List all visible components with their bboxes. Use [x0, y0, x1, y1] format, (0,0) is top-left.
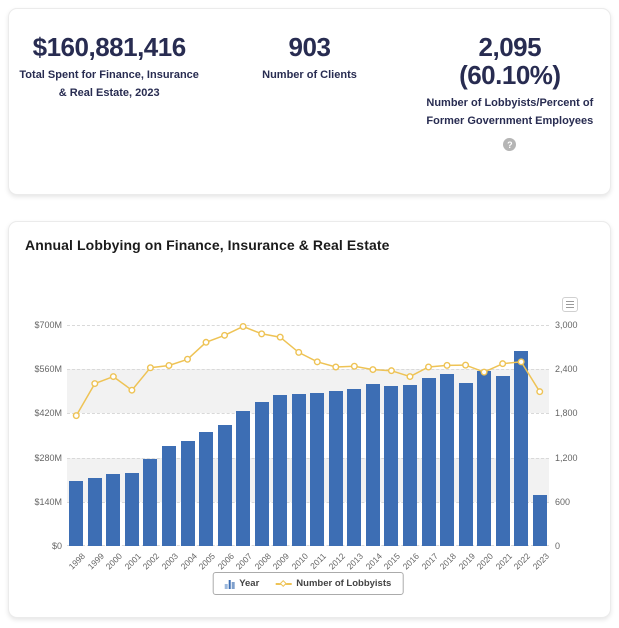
left-axis-tick: $420M [34, 408, 62, 419]
stat-total-spent [9, 33, 209, 153]
right-axis-tick: 1,200 [555, 452, 578, 463]
line-marker-2013[interactable] [352, 363, 358, 369]
x-axis-label-2018: 2018 [437, 551, 459, 572]
chart-title: Annual Lobbying on Finance, Insurance & Real Estate [25, 237, 390, 253]
line-marker-2004[interactable] [185, 356, 191, 362]
left-axis-tick: $140M [34, 496, 62, 507]
lobbyists-label: Number of Lobbyists/Percent of Former Government Employees [426, 97, 594, 127]
x-axis-label-2015: 2015 [382, 551, 403, 572]
line-series-icon [275, 579, 291, 589]
x-axis-label-2007: 2007 [233, 551, 255, 572]
chart-plot-area [67, 325, 549, 546]
right-axis-tick: 1,800 [555, 408, 578, 419]
line-marker-2014[interactable] [370, 367, 376, 373]
line-marker-2002[interactable] [148, 365, 154, 371]
x-axis-label-1998: 1998 [66, 551, 88, 572]
line-marker-2021[interactable] [500, 361, 506, 367]
line-path [76, 327, 539, 416]
line-marker-2015[interactable] [389, 368, 395, 374]
clients-value: 903 [288, 32, 331, 62]
x-axis-label-2006: 2006 [215, 551, 236, 572]
x-axis-label-1999: 1999 [85, 551, 106, 572]
x-axis-label-2013: 2013 [344, 551, 366, 572]
x-axis-label-2021: 2021 [493, 551, 514, 572]
x-axis-label-2000: 2000 [103, 551, 125, 572]
x-axis-label-2004: 2004 [178, 551, 199, 572]
lobbyists-value: 2,095 [478, 32, 542, 62]
x-axis-label-2023: 2023 [530, 551, 551, 572]
line-marker-2022[interactable] [518, 359, 524, 365]
left-axis-tick: $700M [34, 320, 62, 330]
x-axis-label-2002: 2002 [141, 551, 162, 572]
line-marker-2008[interactable] [259, 331, 265, 337]
line-marker-1999[interactable] [92, 381, 98, 387]
right-axis-tick: 600 [555, 496, 571, 507]
chart-export-menu-button[interactable] [562, 297, 578, 312]
line-marker-2018[interactable] [444, 363, 450, 369]
total-spent-value: $160,881,416 [32, 32, 186, 62]
x-axis-label-2017: 2017 [419, 551, 440, 572]
line-marker-2020[interactable] [481, 369, 487, 375]
clients-label: Number of Clients [262, 69, 357, 82]
legend-label-lobbyists: Number of Lobbyists [296, 578, 392, 589]
right-axis-tick: 2,400 [555, 364, 578, 375]
stats-row [9, 9, 610, 153]
x-axis-label-2020: 2020 [474, 551, 496, 572]
legend-item-lobbyists[interactable] [275, 578, 391, 589]
lobbyists-line-series [67, 325, 549, 546]
total-spent-label: Total Spent for Finance, Insurance & Real Estate, 2023 [19, 69, 199, 99]
stat-number-of-lobbyists [410, 33, 610, 153]
right-axis-tick: 0 [555, 541, 561, 551]
x-axis-label-2016: 2016 [400, 551, 422, 572]
legend-item-year[interactable] [225, 578, 260, 589]
x-axis-label-2008: 2008 [252, 551, 273, 572]
line-marker-2023[interactable] [537, 389, 543, 395]
x-axis-label-2009: 2009 [270, 551, 292, 572]
left-axis-tick: $280M [34, 452, 62, 463]
line-marker-2000[interactable] [111, 374, 117, 380]
line-marker-2010[interactable] [296, 350, 302, 356]
x-axis-label-2010: 2010 [289, 551, 310, 572]
line-marker-2003[interactable] [166, 363, 172, 369]
left-axis-tick: $560M [34, 364, 62, 375]
x-axis-label-2011: 2011 [308, 551, 329, 571]
left-axis-tick: $0 [51, 541, 62, 551]
line-marker-2007[interactable] [240, 324, 246, 330]
x-axis-label-2022: 2022 [511, 551, 533, 572]
lobbyists-percent: (60.10%) [459, 60, 561, 91]
line-marker-2012[interactable] [333, 364, 339, 370]
help-question-icon[interactable]: ? [503, 138, 516, 151]
bar-series-icon [225, 579, 235, 589]
line-marker-2019[interactable] [463, 362, 469, 368]
x-axis-label-2005: 2005 [196, 551, 218, 572]
line-marker-2016[interactable] [407, 374, 413, 380]
line-marker-2005[interactable] [203, 340, 209, 346]
x-axis-label-2014: 2014 [363, 551, 384, 572]
line-marker-2011[interactable] [314, 359, 320, 365]
x-axis-label-2001: 2001 [122, 551, 143, 572]
summary-stats-card [8, 8, 611, 195]
line-marker-2006[interactable] [222, 333, 228, 339]
x-axis-label-2003: 2003 [159, 551, 181, 572]
line-marker-1998[interactable] [73, 413, 79, 419]
legend-label-year: Year [239, 578, 260, 589]
line-marker-2009[interactable] [277, 334, 283, 340]
line-marker-2017[interactable] [426, 364, 432, 370]
hamburger-menu-icon [566, 301, 574, 302]
x-axis-label-2012: 2012 [326, 551, 347, 572]
stat-number-of-clients [209, 33, 409, 153]
chart-legend [213, 572, 404, 595]
annual-lobbying-chart-card [8, 221, 611, 618]
right-axis-tick: 3,000 [555, 320, 578, 330]
line-marker-2001[interactable] [129, 387, 135, 393]
x-axis-label-2019: 2019 [456, 551, 477, 572]
